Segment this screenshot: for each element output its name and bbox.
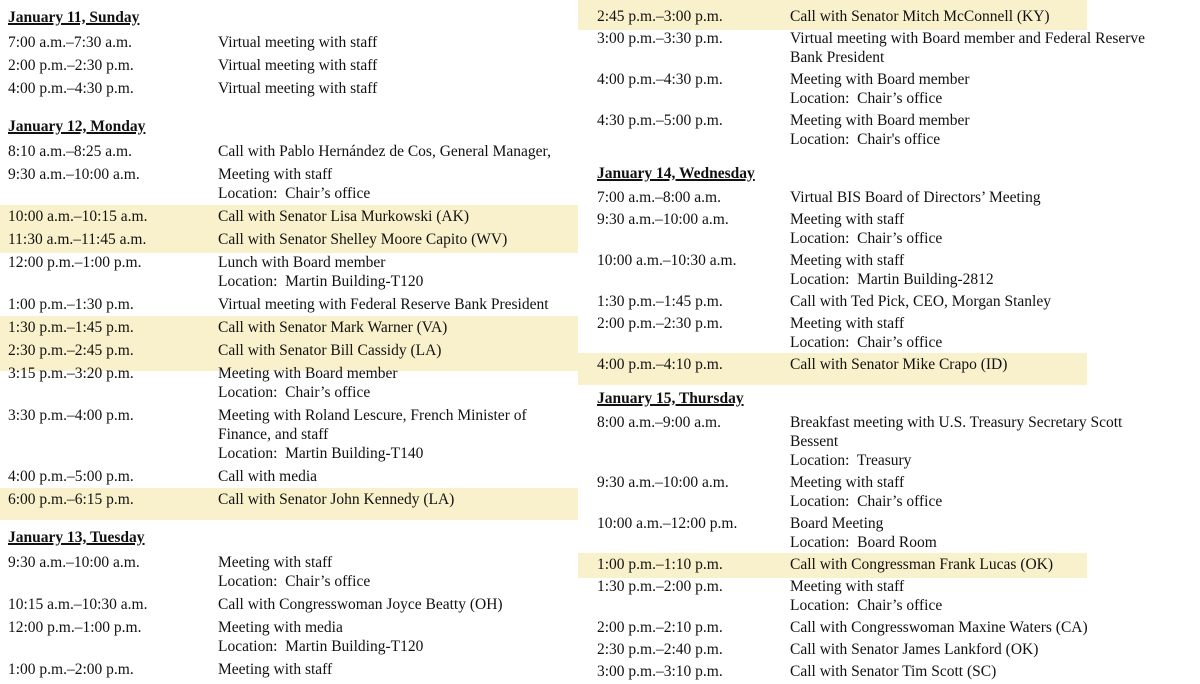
event-description-line: Meeting with media [218,619,343,636]
event-description [218,295,578,314]
schedule-event [8,318,578,337]
schedule-event [8,660,578,679]
event-time: 10:00 a.m.–10:30 a.m. [597,252,737,269]
event-description-line: Virtual meeting with staff [218,34,378,51]
day-section-0-1 [8,117,578,509]
event-time: 7:00 a.m.–7:30 a.m. [8,34,132,51]
event-time: 1:00 p.m.–1:10 p.m. [597,556,723,573]
event-description [790,292,1200,311]
event-time: 12:00 p.m.–1:00 p.m. [8,619,142,636]
day-section-0-0 [8,8,578,98]
schedule-event [8,142,578,161]
day-header: January 11, Sunday [8,9,140,26]
event-description-line: Call with Congresswoman Joyce Beatty (OH) [218,596,503,613]
right-column [578,0,1200,684]
event-time: 2:30 p.m.–2:45 p.m. [8,342,134,359]
event-description-line: Call with Senator Bill Cassidy (LA) [218,342,442,359]
event-description-line: Location: Board Room [790,534,937,551]
event-description-line: Meeting with staff [218,661,333,678]
event-time: 3:00 p.m.–3:10 p.m. [597,663,723,680]
event-description [218,618,578,656]
event-time: 10:00 a.m.–12:00 p.m. [597,515,738,532]
schedule-event [597,111,1200,149]
event-description-line: Meeting with staff [790,252,905,269]
event-time: 9:30 a.m.–10:00 a.m. [8,554,140,571]
event-description [790,188,1200,207]
event-description [218,33,578,52]
event-time: 4:00 p.m.–4:30 p.m. [597,71,723,88]
event-description-line: Call with Senator Mike Crapo (ID) [790,356,1008,373]
event-description-line: Bessent [790,433,839,450]
day-header: January 15, Thursday [597,390,744,407]
event-description [790,618,1200,637]
event-description [790,251,1200,289]
schedule-event [597,70,1200,108]
schedule-event [597,188,1200,207]
event-description [790,70,1200,108]
event-description-line: Meeting with Board member [218,365,398,382]
event-time: 4:00 p.m.–4:10 p.m. [597,356,723,373]
event-time: 11:30 a.m.–11:45 a.m. [8,231,147,248]
schedule-event [8,618,578,656]
schedule-event [8,33,578,52]
event-description-line: Location: Chair's office [790,131,941,148]
event-time: 4:00 p.m.–5:00 p.m. [8,468,134,485]
event-description [790,355,1200,374]
schedule-event [8,295,578,314]
schedule-event [8,364,578,402]
day-header: January 14, Wednesday [597,165,755,182]
schedule-event [597,314,1200,352]
schedule-event [8,207,578,226]
schedule-event [8,553,578,591]
event-description-line: Meeting with staff [218,554,333,571]
event-description-line: Meeting with staff [790,474,905,491]
event-description-line: Meeting with staff [218,166,333,183]
event-time: 1:00 p.m.–2:00 p.m. [8,661,134,678]
event-time: 10:15 a.m.–10:30 a.m. [8,596,148,613]
event-description-line: Call with Senator Shelley Moore Capito (WV) [218,231,508,248]
event-description [218,341,578,360]
event-time: 1:30 p.m.–2:00 p.m. [597,578,723,595]
event-time: 2:00 p.m.–2:30 p.m. [8,57,134,74]
schedule-event [8,165,578,203]
event-description [790,640,1200,659]
event-time: 9:30 a.m.–10:00 a.m. [8,166,140,183]
schedule-event [8,253,578,291]
event-description-line: Call with Senator Mark Warner (VA) [218,319,448,336]
schedule-event [8,595,578,614]
left-column [0,0,578,683]
event-time: 1:30 p.m.–1:45 p.m. [597,293,723,310]
event-description [218,253,578,291]
schedule-event [8,490,578,509]
event-description [790,413,1200,470]
event-description-line: Call with Ted Pick, CEO, Morgan Stanley [790,293,1051,310]
event-description [218,490,578,509]
schedule-event [8,230,578,249]
event-description-line: Location: Chair’s office [790,493,943,510]
event-description [218,165,578,203]
schedule-event [597,413,1200,470]
event-description-line: Virtual meeting with staff [218,57,378,74]
event-description-line: Virtual BIS Board of Directors’ Meeting [790,189,1041,206]
event-time: 4:00 p.m.–4:30 p.m. [8,80,134,97]
event-description [790,29,1200,67]
event-time: 10:00 a.m.–10:15 a.m. [8,208,148,225]
day-section-1-1 [597,164,1200,374]
schedule-event [597,618,1200,637]
event-description-line: Bank President [790,49,885,66]
schedule-event [597,355,1200,374]
event-description-line: Location: Martin Building-T140 [218,445,424,462]
event-description-line: Location: Chair’s office [218,384,371,401]
schedule-event [597,292,1200,311]
event-description-line: Call with Pablo Hernández de Cos, General Manager, [218,143,551,160]
schedule-event [597,210,1200,248]
event-time: 1:00 p.m.–1:30 p.m. [8,296,134,313]
event-description-line: Location: Chair’s office [790,597,943,614]
event-description-line: Call with Senator John Kennedy (LA) [218,491,455,508]
day-section-1-2 [597,389,1200,681]
event-description-line: Call with Senator Tim Scott (SC) [790,663,997,680]
event-description [218,142,578,161]
event-description-line: Breakfast meeting with U.S. Treasury Secretary Scott [790,414,1123,431]
event-description-line: Lunch with Board member [218,254,386,271]
schedule-event [597,0,1200,26]
day-header: January 12, Monday [8,118,146,135]
event-time: 8:10 a.m.–8:25 a.m. [8,143,132,160]
schedule-event [8,341,578,360]
event-time: 2:00 p.m.–2:10 p.m. [597,619,723,636]
event-description [218,553,578,591]
event-time: 9:30 a.m.–10:00 a.m. [597,211,729,228]
event-description [790,473,1200,511]
event-description-line: Location: Chair’s office [790,90,943,107]
event-description [790,314,1200,352]
event-description [790,662,1200,681]
schedule-event [8,467,578,486]
event-description-line: Call with media [218,468,318,485]
event-description [218,406,578,463]
event-description-line: Location: Chair’s office [790,230,943,247]
schedule-event [8,79,578,98]
event-description-line: Location: Chair’s office [790,334,943,351]
event-description [790,555,1200,574]
event-time: 9:30 a.m.–10:00 a.m. [597,474,729,491]
event-description [218,207,578,226]
schedule-event [8,56,578,75]
event-description [218,467,578,486]
event-description-line: Board Meeting [790,515,884,532]
event-time: 3:15 p.m.–3:20 p.m. [8,365,134,382]
schedule-event [597,577,1200,615]
event-description [790,210,1200,248]
event-description-line: Call with Senator James Lankford (OK) [790,641,1039,658]
event-description-line: Meeting with staff [790,211,905,228]
event-description [218,56,578,75]
day-section-0-2 [8,528,578,679]
event-description-line: Call with Congressman Frank Lucas (OK) [790,556,1054,573]
event-description [790,577,1200,615]
event-description-line: Location: Treasury [790,452,912,469]
schedule-event [597,662,1200,681]
schedule-event [597,29,1200,67]
event-description [218,660,578,679]
event-description-line: Meeting with Board member [790,71,970,88]
event-description [218,79,578,98]
event-description-line: Finance, and staff [218,426,329,443]
event-description [790,111,1200,149]
event-time: 12:00 p.m.–1:00 p.m. [8,254,142,271]
event-description-line: Virtual meeting with Federal Reserve Bank President [218,296,549,313]
event-description-line: Call with Senator Mitch McConnell (KY) [790,8,1050,25]
schedule-event [597,251,1200,289]
event-description-line: Location: Martin Building-T120 [218,273,424,290]
day-header: January 13, Tuesday [8,529,145,546]
event-description [218,364,578,402]
event-description-line: Meeting with staff [790,578,905,595]
event-description-line: Virtual meeting with Board member and Federal Reserve [790,30,1146,47]
event-description-line: Location: Chair’s office [218,573,371,590]
event-time: 2:00 p.m.–2:30 p.m. [597,315,723,332]
event-time: 7:00 a.m.–8:00 a.m. [597,189,721,206]
event-description-line: Meeting with staff [790,315,905,332]
event-description-line: Call with Senator Lisa Murkowski (AK) [218,208,469,225]
event-description-line: Location: Martin Building-T120 [218,638,424,655]
event-description-line: Meeting with Board member [790,112,970,129]
event-time: 3:30 p.m.–4:00 p.m. [8,407,134,424]
day-section-1-0 [597,0,1200,149]
event-description [218,318,578,337]
event-time: 4:30 p.m.–5:00 p.m. [597,112,723,129]
event-time: 3:00 p.m.–3:30 p.m. [597,30,723,47]
event-description-line: Location: Martin Building-2812 [790,271,994,288]
event-time: 2:30 p.m.–2:40 p.m. [597,641,723,658]
event-time: 1:30 p.m.–1:45 p.m. [8,319,134,336]
event-time: 6:00 p.m.–6:15 p.m. [8,491,134,508]
event-description [218,595,578,614]
schedule-event [597,555,1200,574]
event-description-line: Virtual meeting with staff [218,80,378,97]
schedule-event [597,640,1200,659]
schedule-event [597,514,1200,552]
event-time: 2:45 p.m.–3:00 p.m. [597,8,723,25]
schedule-event [8,406,578,463]
event-description [218,230,578,249]
event-description-line: Meeting with Roland Lescure, French Minister of [218,407,527,424]
schedule-event [597,473,1200,511]
event-description-line: Call with Congresswoman Maxine Waters (CA) [790,619,1088,636]
event-time: 8:00 a.m.–9:00 a.m. [597,414,721,431]
event-description-line: Location: Chair’s office [218,185,371,202]
event-description [790,7,1200,26]
event-description [790,514,1200,552]
